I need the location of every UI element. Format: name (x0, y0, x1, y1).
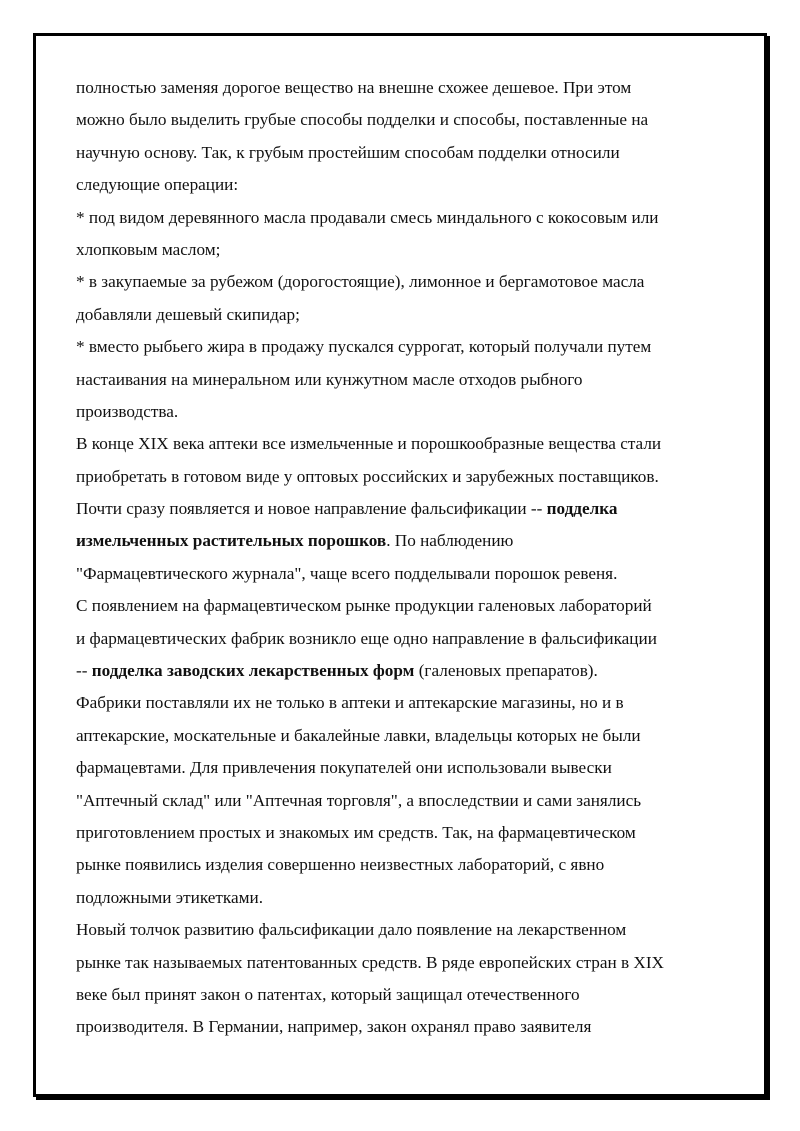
text-line (76, 623, 736, 655)
text-line (76, 299, 736, 331)
document-body (76, 72, 736, 1044)
text-line (76, 785, 736, 817)
text-segment: приобретать в готовом виде у оптовых российских и зарубежных поставщиков. (76, 466, 659, 486)
text-line (76, 1011, 736, 1043)
text-line (76, 752, 736, 784)
text-segment: следующие операции: (76, 175, 239, 195)
text-segment: В конце XIX века аптеки все измельченные и порошкообразные вещества стали (76, 434, 662, 454)
text-segment: Новый толчок развитию фальсификации дало появление на лекарственном (76, 920, 627, 940)
bold-text-segment: измельченных растительных порошков (76, 531, 387, 551)
text-line (76, 525, 736, 557)
text-line (76, 234, 736, 266)
text-segment: рынке появились изделия совершенно неизвестных лабораторий, с явно (76, 855, 605, 875)
text-line (76, 817, 736, 849)
text-segment: аптекарские, москательные и бакалейные лавки, владельцы которых не были (76, 725, 641, 745)
text-line (76, 720, 736, 752)
text-segment: рынке так называемых патентованных средств. В ряде европейских стран в XIX (76, 952, 664, 972)
text-segment: хлопковым маслом; (76, 239, 221, 259)
text-line (76, 461, 736, 493)
text-line (76, 493, 736, 525)
text-segment: добавляли дешевый скипидар; (76, 304, 300, 324)
text-segment: . По наблюдению (386, 531, 514, 551)
text-segment: "Фармацевтического журнала", чаще всего подделывали порошок ревеня. (76, 563, 618, 583)
text-segment: Фабрики поставляли их не только в аптеки и аптекарские магазины, но и в (76, 693, 624, 713)
text-segment: и фармацевтических фабрик возникло еще одно направление в фальсификации (76, 628, 657, 648)
text-line (76, 590, 736, 622)
bold-text-segment: подделка (546, 499, 618, 519)
text-segment: Почти сразу появляется и новое направление фальсификации -- (76, 499, 547, 519)
text-line (76, 137, 736, 169)
text-line (76, 202, 736, 234)
text-segment: фармацевтами. Для привлечения покупателей они использовали вывески (76, 758, 612, 778)
text-line (76, 558, 736, 590)
text-segment: веке был принят закон о патентах, который защищал отечественного (76, 984, 580, 1004)
text-segment: производства. (76, 401, 179, 421)
text-line (76, 428, 736, 460)
text-segment: "Аптечный склад" или "Аптечная торговля", а впоследствии и сами занялись (76, 790, 642, 810)
text-line (76, 947, 736, 979)
text-segment: * под видом деревянного масла продавали смесь миндального с кокосовым или (76, 207, 659, 227)
bold-text-segment: подделка заводских лекарственных форм (91, 661, 415, 681)
text-segment: можно было выделить грубые способы подделки и способы, поставленные на (76, 110, 649, 130)
text-segment: производителя. В Германии, например, закон охранял право заявителя (76, 1017, 592, 1037)
text-segment: приготовлением простых и знакомых им средств. Так, на фармацевтическом (76, 822, 636, 842)
text-line (76, 655, 736, 687)
text-line (76, 979, 736, 1011)
text-segment: подложными этикетками. (76, 887, 264, 907)
text-segment: * в закупаемые за рубежом (дорогостоящие), лимонное и бергамотовое масла (76, 272, 645, 292)
text-segment: (галеновых препаратов). (414, 661, 598, 681)
text-segment: полностью заменяя дорогое вещество на внешне схожее дешевое. При этом (76, 78, 632, 97)
text-segment: -- (76, 661, 92, 681)
text-line (76, 914, 736, 946)
text-line (76, 331, 736, 363)
text-segment: * вместо рыбьего жира в продажу пускался суррогат, который получали путем (76, 337, 652, 357)
text-line (76, 364, 736, 396)
text-line (76, 396, 736, 428)
text-line (76, 266, 736, 298)
text-line (76, 104, 736, 136)
text-segment: научную основу. Так, к грубым простейшим способам подделки относили (76, 142, 620, 162)
text-line (76, 687, 736, 719)
text-line (76, 72, 736, 104)
text-line (76, 169, 736, 201)
text-line (76, 882, 736, 914)
text-segment: настаивания на минеральном или кунжутном масле отходов рыбного (76, 369, 583, 389)
text-segment: С появлением на фармацевтическом рынке продукции галеновых лабораторий (76, 596, 652, 616)
text-line (76, 849, 736, 881)
